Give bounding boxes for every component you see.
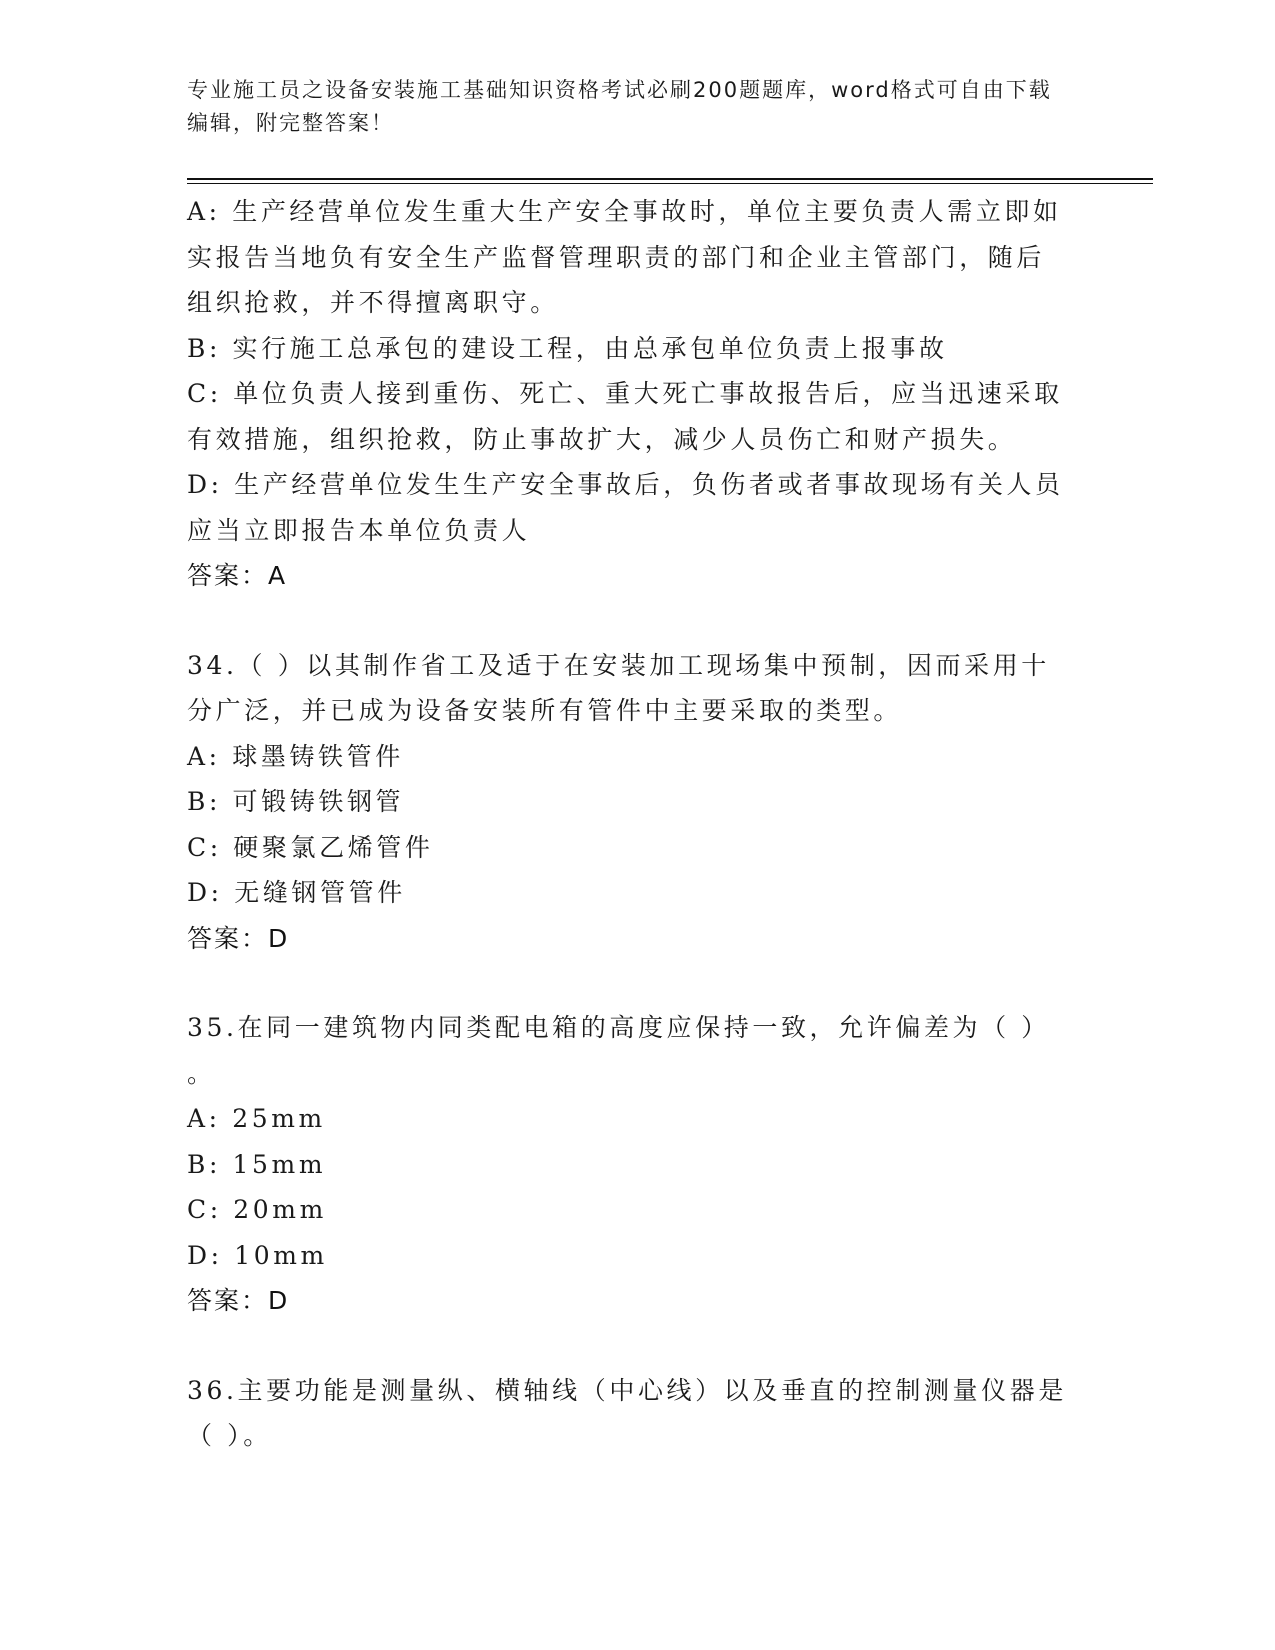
document-body [187, 189, 1087, 1459]
option-line: A: 球墨铸铁管件 [187, 741, 404, 771]
question-33-block [187, 189, 1087, 599]
option-line: C: 硬聚氯乙烯管件 [187, 832, 434, 862]
option-line: D: 10mm [187, 1240, 328, 1270]
header-divider-thin [187, 183, 1153, 184]
document-header: 专业施工员之设备安装施工基础知识资格考试必刷200题题库，word格式可自由下载编辑，附完整答案！ [187, 78, 1052, 135]
spacer [187, 1324, 1087, 1368]
question-line: 34.（ ）以其制作省工及适于在安装加工现场集中预制，因而采用十 [187, 650, 1050, 680]
answer-line: 答案：D [187, 923, 290, 953]
question-line: 分广泛，并已成为设备安装所有管件中主要采取的类型。 [187, 696, 903, 725]
option-line: A: 生产经营单位发生重大生产安全事故时，单位主要负责人需立即如 [187, 197, 1062, 226]
option-line: B: 实行施工总承包的建设工程，由总承包单位负责上报事故 [187, 333, 948, 363]
question-line: 36.主要功能是测量纵、横轴线（中心线）以及垂直的控制测量仪器是 [187, 1375, 1067, 1405]
option-line: D: 无缝钢管管件 [187, 878, 406, 907]
question-34-block [187, 643, 1087, 962]
question-35-block [187, 1005, 1087, 1324]
answer-line: 答案：D [187, 1286, 290, 1315]
question-line: 。 [187, 1058, 216, 1088]
option-line: 实报告当地负有安全生产监督管理职责的部门和企业主管部门，随后 [187, 242, 1046, 272]
option-line: D: 生产经营单位发生生产安全事故后，负伤者或者事故现场有关人员 [187, 470, 1064, 499]
option-line: 应当立即报告本单位负责人 [187, 515, 531, 545]
option-line: A: 25mm [187, 1104, 326, 1133]
spacer [187, 599, 1087, 643]
header-divider-thick [187, 178, 1153, 180]
option-line: 组织抢救，并不得擅离职守。 [187, 288, 559, 317]
option-line: B: 可锻铸铁钢管 [187, 787, 405, 816]
spacer [187, 961, 1087, 1005]
option-line: C: 单位负责人接到重伤、死亡、重大死亡事故报告后，应当迅速采取 [187, 379, 1063, 408]
option-line: 有效措施，组织抢救，防止事故扩大，减少人员伤亡和财产损失。 [187, 424, 1017, 454]
question-line: （ ）。 [187, 1421, 272, 1450]
question-line: 35.在同一建筑物内同类配电箱的高度应保持一致，允许偏差为（ ） [187, 1013, 1050, 1042]
option-line: C: 20mm [187, 1195, 327, 1224]
option-line: B: 15mm [187, 1149, 327, 1179]
answer-line: 答案：A [187, 561, 288, 590]
question-36-block [187, 1368, 1087, 1459]
